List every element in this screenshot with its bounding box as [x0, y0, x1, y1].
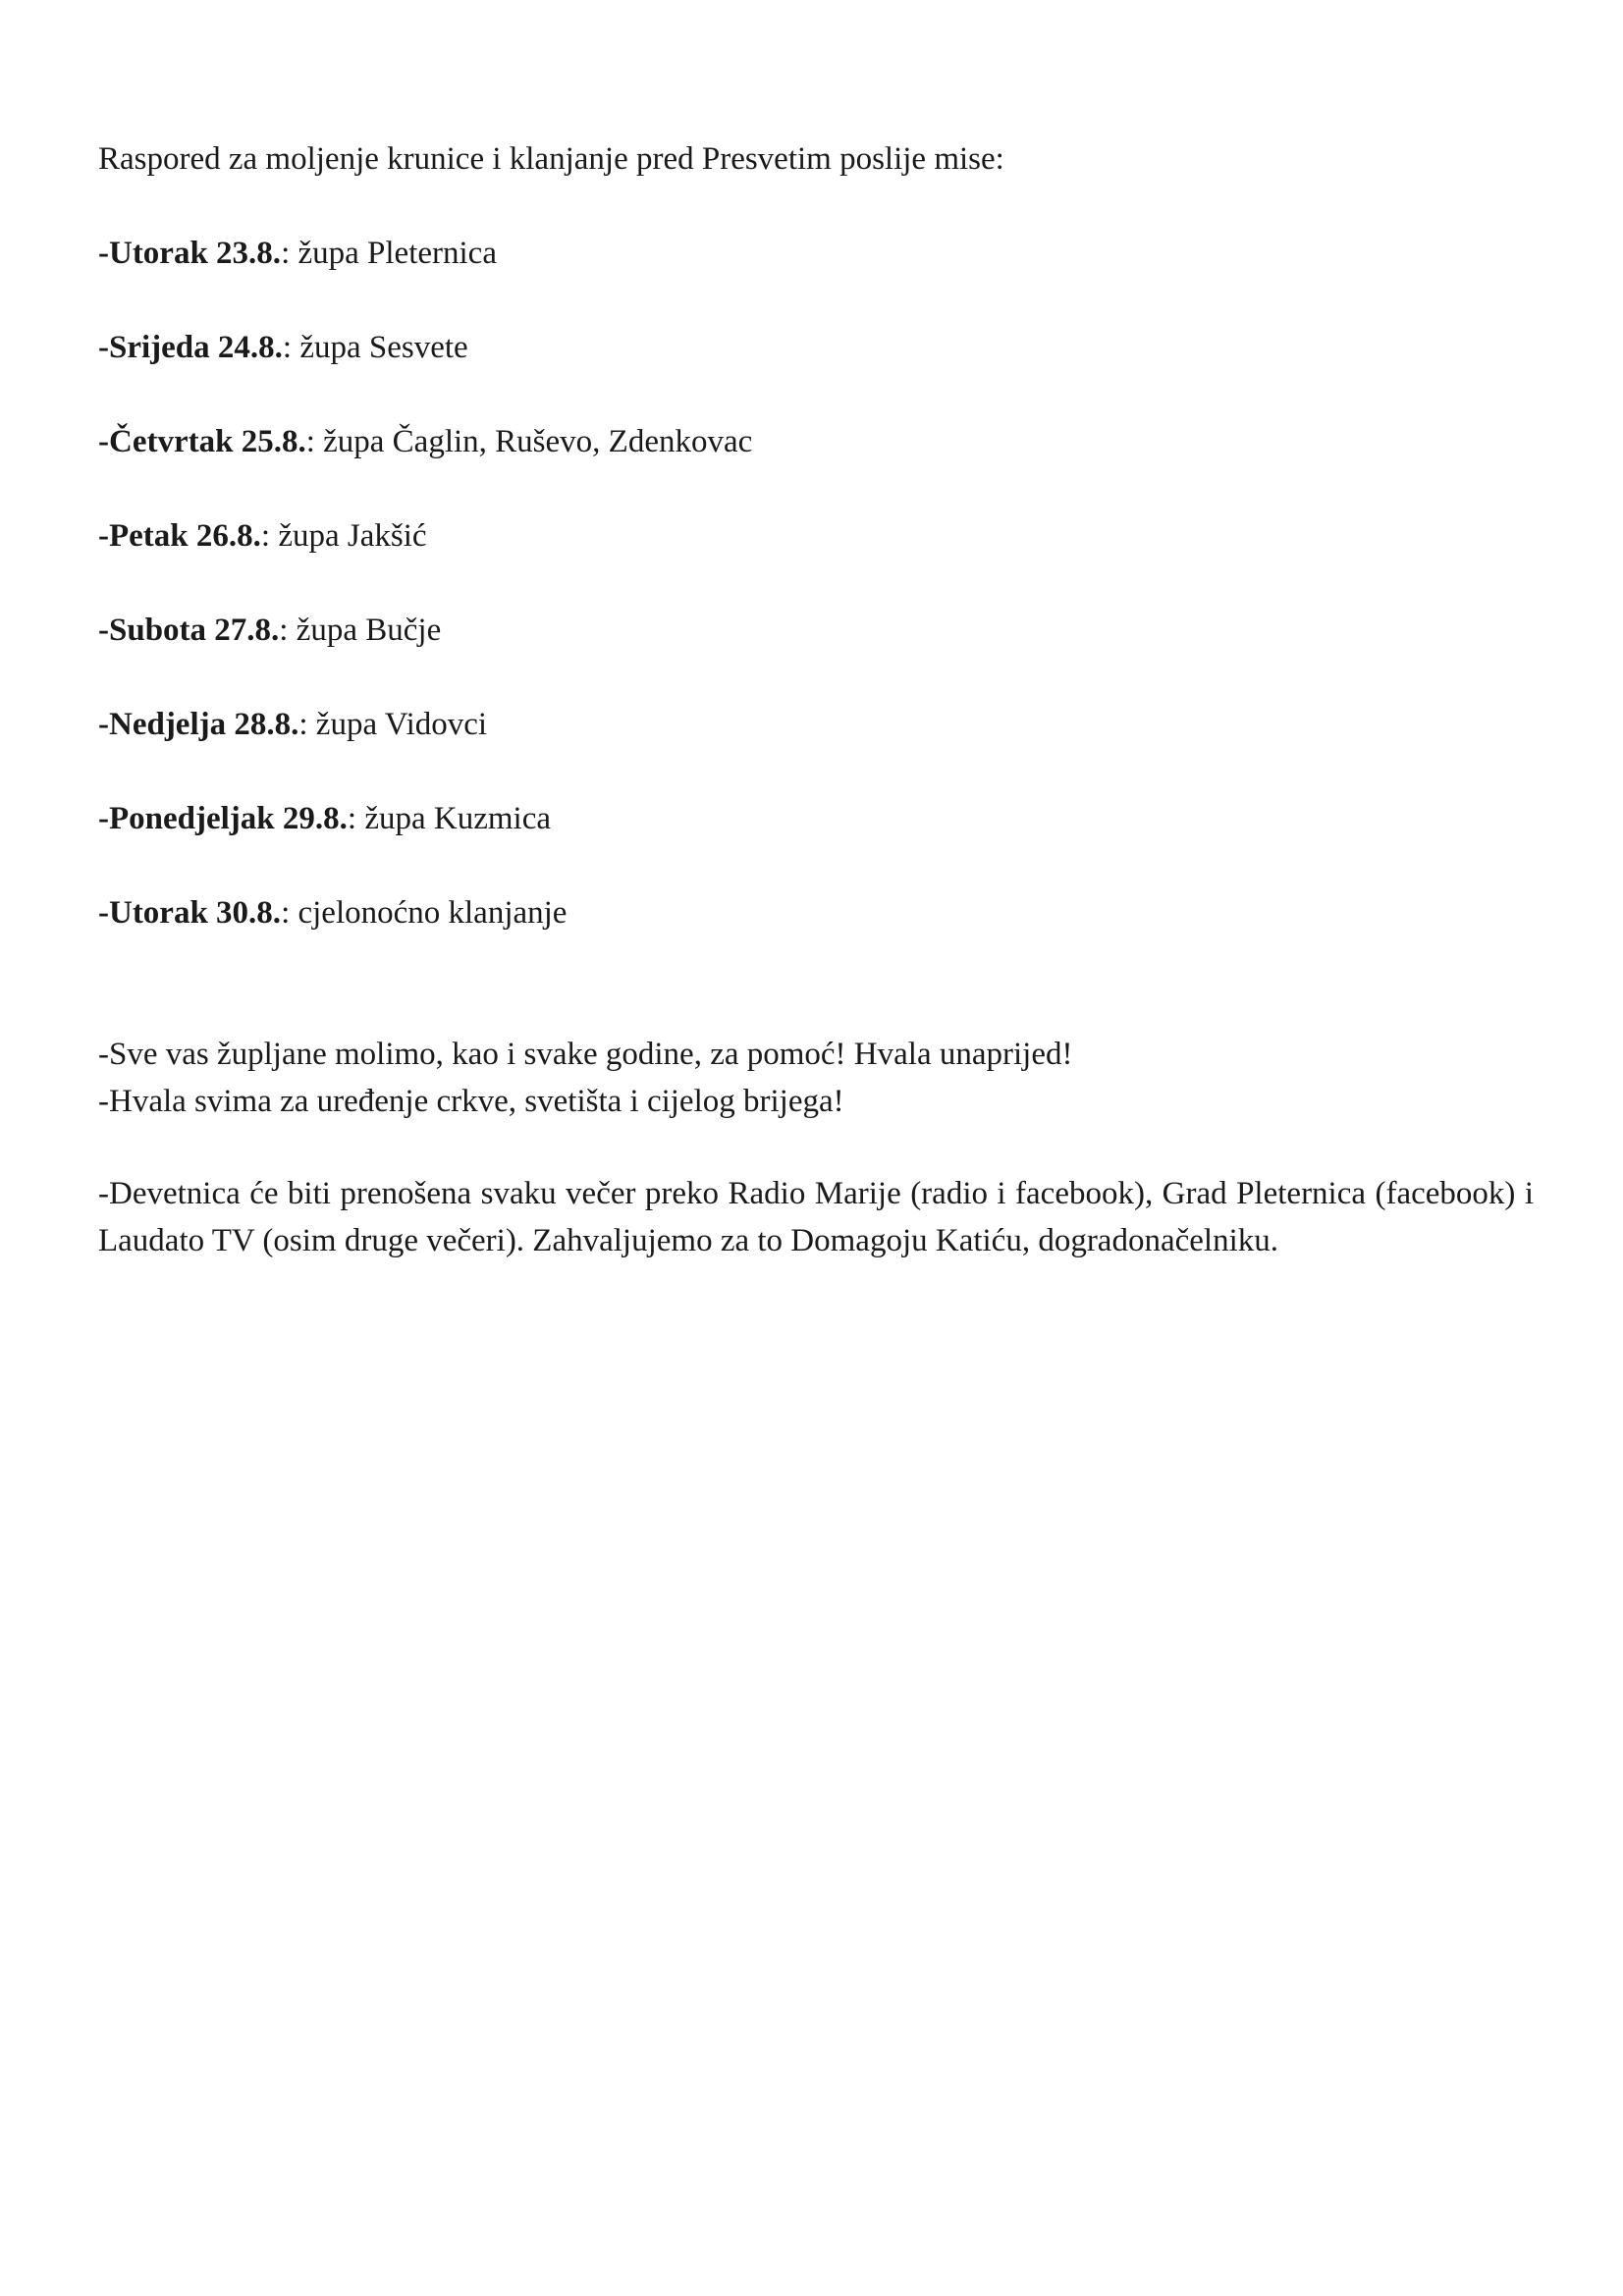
- document-body: [98, 135, 1534, 1297]
- schedule-separator: :: [282, 330, 300, 365]
- schedule-separator: :: [260, 518, 279, 554]
- schedule-day: -Četvrtak 25.8.: [98, 424, 306, 459]
- schedule-day: -Subota 27.8.: [98, 613, 280, 648]
- schedule-item-subota-27: [98, 607, 1534, 654]
- schedule-item-petak-26: [98, 512, 1534, 560]
- schedule-parish: župa Pleternica: [298, 236, 497, 271]
- schedule-parish: župa Vidovci: [315, 707, 488, 742]
- schedule-item-srijeda-24: [98, 324, 1534, 371]
- schedule-separator: :: [281, 236, 298, 271]
- schedule-parish: župa Kuzmica: [364, 801, 551, 836]
- notes-section: [98, 1031, 1534, 1125]
- schedule-separator: :: [281, 895, 298, 931]
- schedule-item-utorak-23: [98, 230, 1534, 277]
- schedule-parish: župa Bučje: [296, 613, 442, 648]
- thanks-note: -Hvala svima za uređenje crkve, svetišta i cijelog brijega!: [98, 1084, 844, 1119]
- schedule-parish: cjelonoćno klanjanje: [298, 895, 568, 931]
- schedule-parish: župa Jakšić: [278, 518, 427, 554]
- schedule-list: [98, 230, 1534, 936]
- schedule-separator: :: [279, 613, 297, 648]
- schedule-separator: :: [305, 424, 324, 459]
- schedule-parish: župa Sesvete: [299, 330, 468, 365]
- schedule-item-cetvrtak-25: [98, 418, 1534, 465]
- schedule-day: -Utorak 23.8.: [98, 236, 282, 271]
- schedule-separator: :: [298, 707, 316, 742]
- help-request-note: -Sve vas župljane molimo, kao i svake godine, za pomoć! Hvala unaprijed!: [98, 1037, 1073, 1072]
- schedule-intro: Raspored za moljenje krunice i klanjanje pred Presvetim poslije mise:: [98, 141, 1004, 177]
- schedule-day: -Petak 26.8.: [98, 518, 261, 554]
- broadcast-note: -Devetnica će biti prenošena svaku večer preko Radio Marije (radio i facebook), Grad Pleternica (facebook) i Laudato TV (osim druge večeri). Zahvaljujemo za to Domagoju Katiću, dogradonačelniku.: [98, 1176, 1534, 1258]
- schedule-day: -Srijeda 24.8.: [98, 330, 283, 365]
- schedule-item-ponedjeljak-29: [98, 795, 1534, 842]
- schedule-parish: župa Čaglin, Ruševo, Zdenkovac: [323, 424, 753, 459]
- schedule-day: -Ponedjeljak 29.8.: [98, 801, 348, 836]
- schedule-day: -Utorak 30.8.: [98, 895, 282, 931]
- schedule-day: -Nedjelja 28.8.: [98, 707, 299, 742]
- schedule-item-utorak-30: [98, 889, 1534, 936]
- schedule-separator: :: [347, 801, 365, 836]
- schedule-item-nedjelja-28: [98, 701, 1534, 748]
